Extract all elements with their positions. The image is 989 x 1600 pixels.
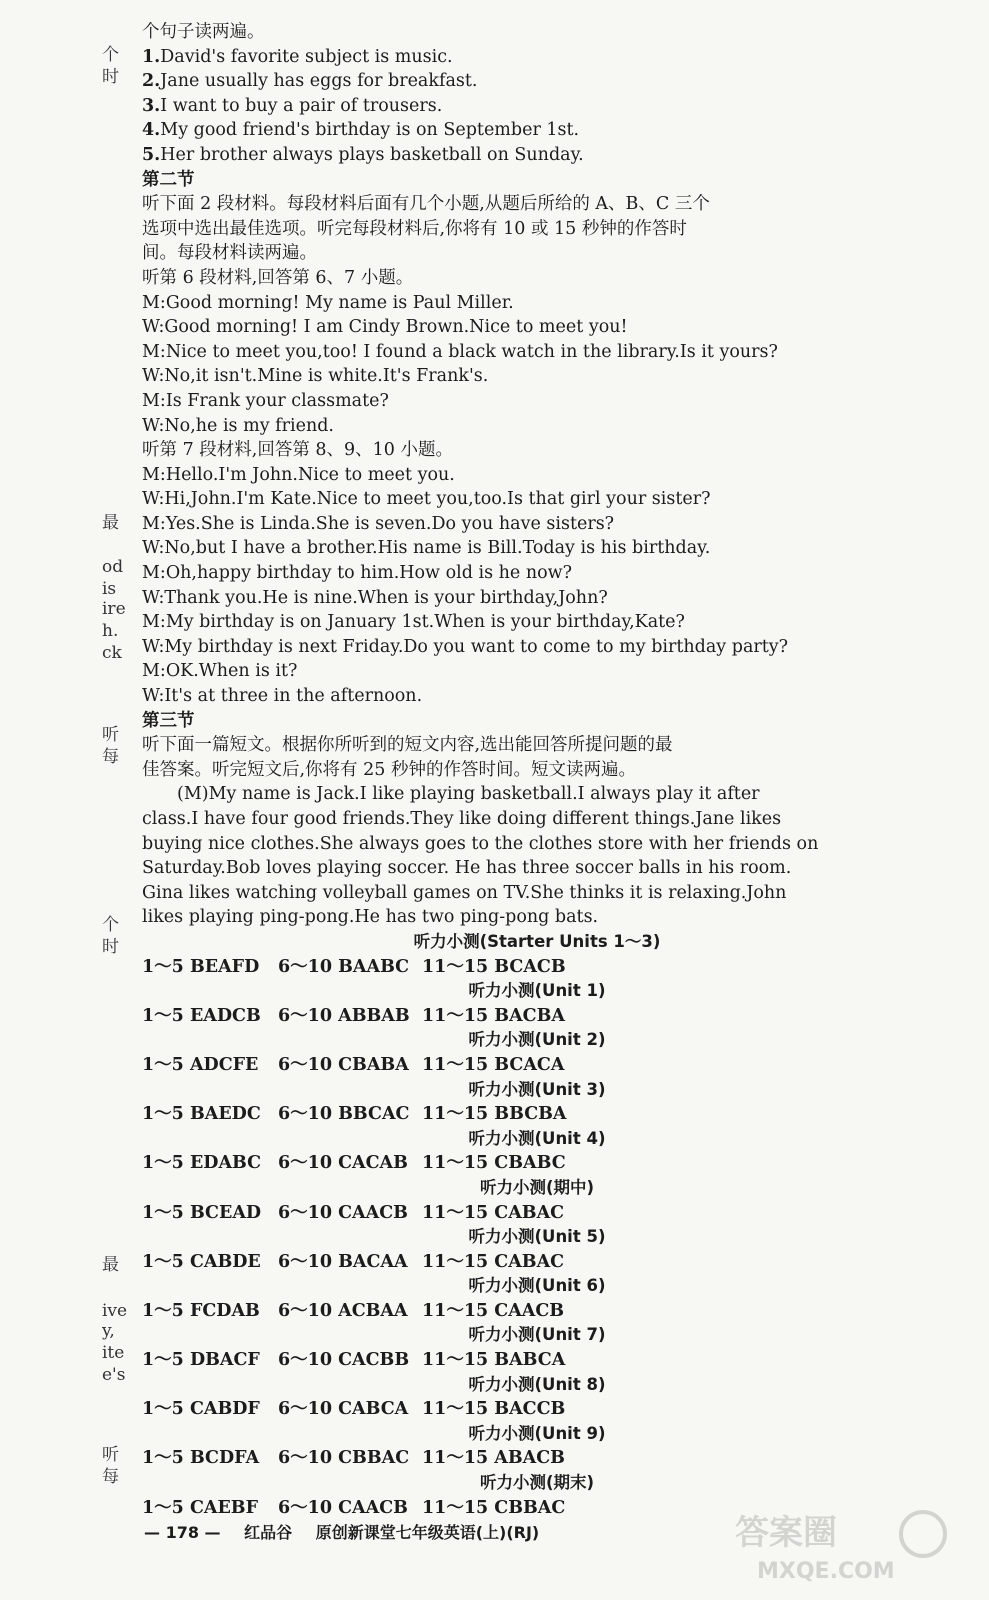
answer-key-title: 听力小测(Unit 1) <box>468 981 606 1001</box>
answer-group: 1～5 BCEAD <box>142 1202 262 1223</box>
answer-group: 11～15 CAACB <box>422 1300 565 1321</box>
passage-line: likes playing ping-pong.He has two ping-pong bats. <box>142 907 599 928</box>
dialogue-line: M:OK.When is it? <box>142 661 298 682</box>
answer-key-row <box>142 1446 932 1471</box>
section-3-instruction: 听下面一篇短文。根据你所听到的短文内容,选出能回答所提问题的最 <box>142 735 673 756</box>
section-2-instruction: 选项中选出最佳选项。听完每段材料后,你将有 10 或 15 秒钟的作答时 <box>142 218 687 239</box>
passage-line: Gina likes watching volleyball games on TV.She thinks it is relaxing.John <box>142 882 787 903</box>
answer-group: 11～15 ABACB <box>422 1448 565 1469</box>
page-number: — 178 — <box>144 1523 221 1542</box>
margin-fragment: ite <box>102 1343 125 1363</box>
dialogue-line: W:No,he is my friend. <box>142 415 334 436</box>
section-2-instruction: 听下面 2 段材料。每段材料后面有几个小题,从题后所给的 A、B、C 三个 <box>142 194 710 215</box>
passage-line: class.I have four good friends.They like doing different things.Jane likes <box>142 809 782 829</box>
margin-fragment: ck <box>102 643 122 663</box>
answer-key-title: 听力小测(Unit 7) <box>468 1325 606 1345</box>
watermark-circle-icon <box>901 1512 945 1556</box>
dialogue-line: M:Hello.I'm John.Nice to meet you. <box>142 464 455 485</box>
passage-line: Saturday.Bob loves playing soccer. He has three soccer balls in his room. <box>142 858 792 879</box>
answer-group: 6～10 CAACB <box>278 1497 408 1518</box>
answer-key-row <box>142 1299 932 1324</box>
answer-group: 6～10 CACBB <box>278 1350 410 1371</box>
answer-key-row <box>142 955 932 980</box>
margin-fragment: 听 <box>102 725 119 745</box>
answer-group: 11～15 BCACB <box>422 956 566 977</box>
dialogue-line: M:Good morning! My name is Paul Miller. <box>142 292 514 313</box>
sentence-item: 3.I want to buy a pair of trousers. <box>142 95 443 116</box>
watermark-logo <box>727 1504 967 1584</box>
watermark-text: 答案圈 <box>735 1513 837 1553</box>
answer-group: 1～5 ADCFE <box>142 1054 259 1075</box>
answer-key-title: 听力小测(期末) <box>479 1473 595 1493</box>
answer-group: 11～15 CABAC <box>422 1202 565 1223</box>
margin-fragment: 最 <box>102 1255 119 1275</box>
dialogue-line: W:Thank you.He is nine.When is your birthday,John? <box>142 587 608 608</box>
dialogue-line: M:Oh,happy birthday to him.How old is he now? <box>142 563 572 584</box>
dialogue-line: W:It's at three in the afternoon. <box>142 686 423 707</box>
dialogue-line: W:Hi,John.I'm Kate.Nice to meet you,too.Is that girl your sister? <box>142 489 711 510</box>
answer-key-title: 听力小测(Starter Units 1～3) <box>413 931 661 951</box>
answer-group: 6～10 ACBAA <box>278 1300 408 1321</box>
answer-key-row <box>142 1348 932 1373</box>
dialogue-line: M:Nice to meet you,too! I found a black watch in the library.Is it yours? <box>142 341 778 362</box>
sentence-item: 4.My good friend's birthday is on September 1st. <box>142 120 580 141</box>
passage-6-title: 听第 6 段材料,回答第 6、7 小题。 <box>142 267 414 288</box>
answer-key-title: 听力小测(期中) <box>479 1177 595 1197</box>
answer-group: 11～15 BCACA <box>422 1054 565 1075</box>
answer-key-title: 听力小测(Unit 9) <box>468 1423 606 1443</box>
section-2-instruction: 间。每段材料读两遍。 <box>142 243 317 264</box>
left-margin-fragments <box>92 0 132 1600</box>
answer-keys <box>142 930 932 1520</box>
dialogue-line: M:Is Frank your classmate? <box>142 390 389 411</box>
answer-group: 1～5 CABDF <box>142 1399 260 1420</box>
margin-fragment: 个 <box>102 915 119 935</box>
margin-fragment: y, <box>102 1321 115 1341</box>
margin-fragment: 每 <box>102 1467 119 1487</box>
answer-key-title: 听力小测(Unit 6) <box>468 1276 606 1296</box>
dialogue-line: W:No,but I have a brother.His name is Bill.Today is his birthday. <box>142 538 711 559</box>
answer-group: 6～10 CACAB <box>278 1153 408 1174</box>
page-content <box>142 20 932 1520</box>
answer-group: 11～15 CABAC <box>422 1251 565 1272</box>
answer-group: 6～10 CAACB <box>278 1202 408 1223</box>
passage-7-title: 听第 7 段材料,回答第 8、9、10 小题。 <box>142 440 453 461</box>
margin-fragment: e's <box>102 1365 126 1385</box>
answer-key-title: 听力小测(Unit 4) <box>468 1128 606 1148</box>
dialogue-line: W:No,it isn't.Mine is white.It's Frank's. <box>142 366 489 387</box>
answer-group: 6～10 BAABC <box>278 956 410 977</box>
answer-key-row <box>142 1397 932 1422</box>
answer-key-title: 听力小测(Unit 3) <box>468 1079 606 1099</box>
answer-group: 6～10 CBABA <box>278 1054 409 1075</box>
answer-group: 6～10 CBBAC <box>278 1448 410 1469</box>
section-3-instruction: 佳答案。听完短文后,你将有 25 秒钟的作答时间。短文读两遍。 <box>142 759 636 780</box>
answer-group: 1～5 EADCB <box>142 1005 261 1026</box>
margin-fragment: 时 <box>102 67 119 87</box>
answer-group: 1～5 CAEBF <box>142 1497 259 1518</box>
margin-fragment: 听 <box>102 1445 119 1465</box>
book-title: 原创新课堂七年级英语(上)(RJ) <box>315 1523 540 1542</box>
sentence-item: 2.Jane usually has eggs for breakfast. <box>142 71 478 92</box>
intro-line: 个句子读两遍。 <box>142 22 265 42</box>
answer-group: 11～15 BACBA <box>422 1005 565 1026</box>
margin-fragment: ire <box>102 599 126 619</box>
watermark-url: MXQE.COM <box>757 1559 895 1584</box>
margin-fragment: 时 <box>102 937 119 957</box>
margin-fragment: od <box>102 557 124 577</box>
passage-line: buying nice clothes.She always goes to the clothes store with her friends on <box>142 833 819 854</box>
answer-group: 11～15 BBCBA <box>422 1104 567 1125</box>
answer-group: 11～15 CBABC <box>422 1153 566 1174</box>
answer-key-row <box>142 1102 932 1127</box>
answer-group: 11～15 BABCA <box>422 1350 566 1371</box>
margin-fragment: 每 <box>102 747 119 767</box>
answer-group: 1～5 BAEDC <box>142 1104 261 1125</box>
answer-group: 1～5 DBACF <box>142 1350 260 1371</box>
answer-group: 6～10 CABCA <box>278 1399 409 1420</box>
section-3-title: 第三节 <box>142 710 195 731</box>
section-2-title: 第二节 <box>142 169 195 190</box>
page-footer <box>144 1520 557 1543</box>
sentence-item: 5.Her brother always plays basketball on Sunday. <box>142 144 584 165</box>
answer-key-row <box>142 1004 932 1029</box>
sentence-list <box>142 45 932 168</box>
dialogue-line: W:Good morning! I am Cindy Brown.Nice to meet you! <box>142 317 628 338</box>
answer-group: 1～5 CABDE <box>142 1251 261 1272</box>
dialogue-line: M:My birthday is on January 1st.When is your birthday,Kate? <box>142 612 685 633</box>
answer-key-row <box>142 1151 932 1176</box>
margin-fragment: ive <box>102 1301 128 1321</box>
margin-fragment: is <box>102 579 117 599</box>
answer-group: 1～5 BCDFA <box>142 1448 260 1469</box>
answer-key-title: 听力小测(Unit 8) <box>468 1374 606 1394</box>
answer-key-title: 听力小测(Unit 5) <box>468 1227 606 1247</box>
margin-fragment: 个 <box>102 45 119 65</box>
answer-key-title: 听力小测(Unit 2) <box>468 1030 606 1050</box>
answer-key-row <box>142 1250 932 1275</box>
answer-group: 1～5 FCDAB <box>142 1300 260 1321</box>
answer-group: 1～5 EDABC <box>142 1153 262 1174</box>
answer-key-row <box>142 1053 932 1078</box>
brand-name: 红品谷 <box>244 1523 293 1542</box>
passage-line: (M)My name is Jack.I like playing basketball.I always play it after <box>177 784 760 805</box>
answer-group: 11～15 BACCB <box>422 1399 566 1420</box>
answer-group: 6～10 BBCAC <box>278 1104 410 1125</box>
answer-group: 1～5 BEAFD <box>142 956 260 977</box>
answer-group: 11～15 CBBAC <box>422 1497 566 1518</box>
dialogue-line: M:Yes.She is Linda.She is seven.Do you have sisters? <box>142 513 615 534</box>
sentence-item: 1.David's favorite subject is music. <box>142 46 453 67</box>
dialogue-line: W:My birthday is next Friday.Do you want to come to my birthday party? <box>142 636 789 657</box>
margin-fragment: h. <box>102 621 119 641</box>
answer-group: 6～10 BACAA <box>278 1251 408 1272</box>
answer-key-row <box>142 1201 932 1226</box>
answer-group: 6～10 ABBAB <box>278 1005 410 1026</box>
margin-fragment: 最 <box>102 513 119 533</box>
